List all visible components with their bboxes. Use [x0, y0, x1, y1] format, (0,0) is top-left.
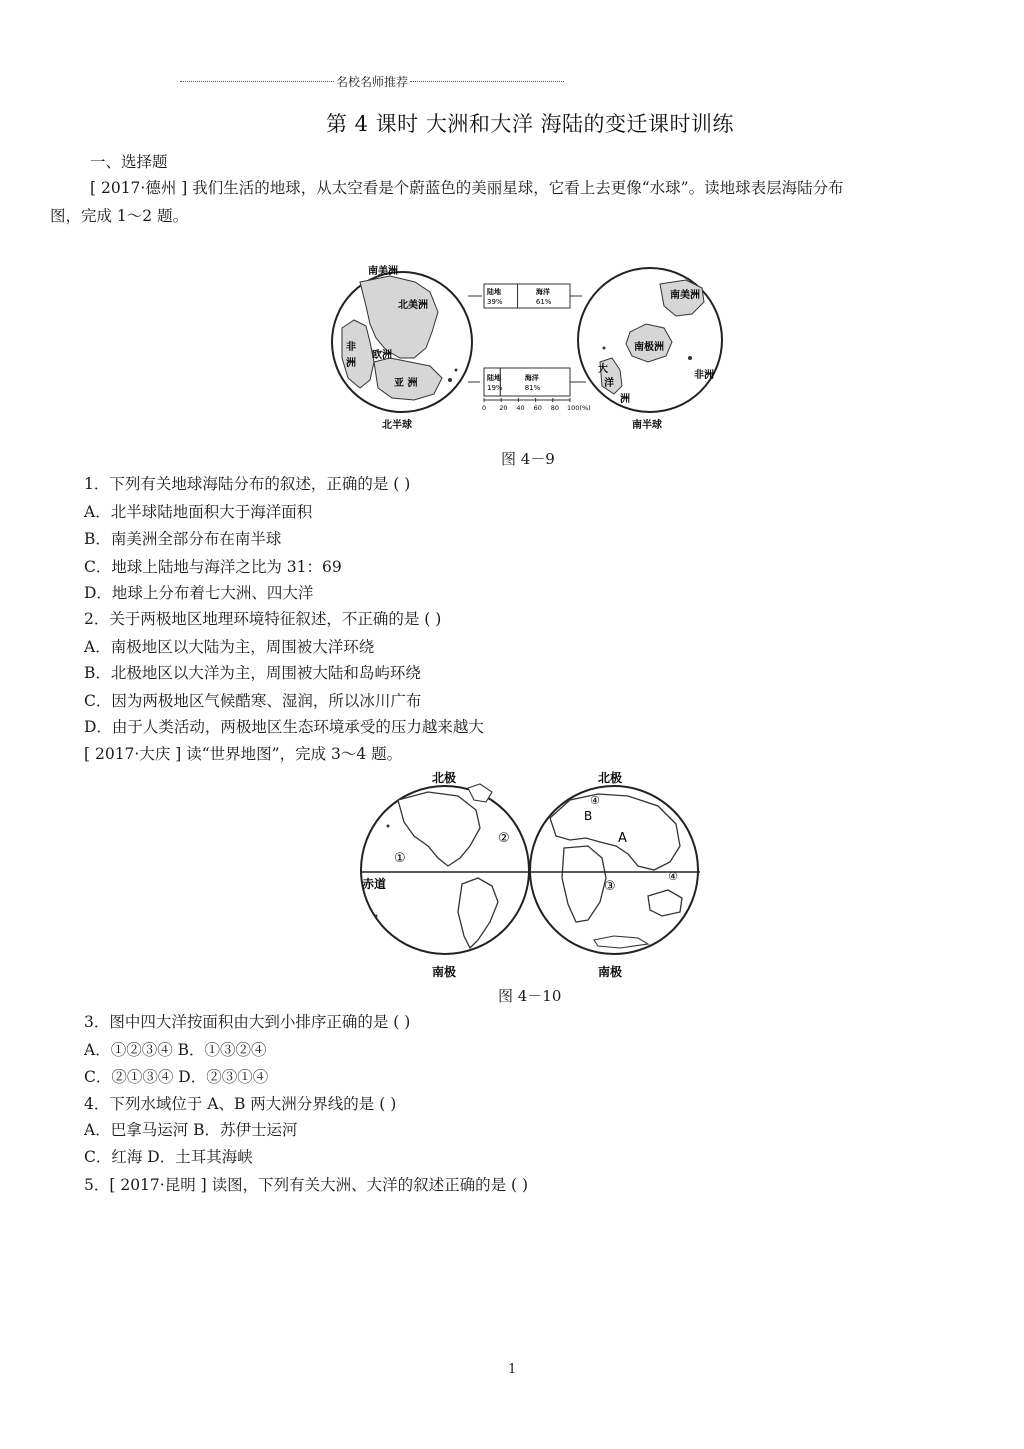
page-header: [180, 74, 564, 88]
north-pole-left: 北极: [432, 771, 457, 785]
south-label-antarctica: 南极洲: [634, 342, 664, 353]
intro2: [ 2017·大庆 ] 读“世界地图”，完成 3～4 题。: [84, 745, 403, 763]
q3-options-cd: C．②①③④ D．②③①④: [84, 1068, 269, 1086]
q1-option-d: D．地球上分布着七大洲、四大洋: [84, 584, 314, 602]
south-ocean-label: 海洋: [524, 374, 539, 382]
section-heading: 一、选择题: [90, 153, 168, 171]
axis-tick-label: 20: [499, 404, 508, 412]
marker-3: ③: [604, 879, 616, 894]
q2-stem: 2．关于两极地区地理环境特征叙述，不正确的是 ( ): [84, 610, 442, 628]
south-label-oceania-3: 洲: [620, 394, 630, 405]
north-label-south-america: 南美洲: [368, 266, 398, 277]
q5-stem: 5．[ 2017·昆明 ] 读图，下列有关大洲、大洋的叙述正确的是 ( ): [84, 1176, 529, 1194]
south-hemisphere: [578, 268, 722, 431]
south-label-south-america: 南美洲: [670, 290, 700, 301]
q4-stem: 4．下列水域位于 A、B 两大洲分界线的是 ( ): [84, 1095, 397, 1113]
q1-stem: 1．下列有关地球海陆分布的叙述，正确的是 ( ): [84, 475, 411, 493]
figure1-caption: 图 4－9: [501, 450, 555, 468]
north-label-africa-1: 非: [346, 342, 356, 353]
north-hemisphere-label: 北半球: [382, 420, 412, 431]
south-label-oceania-1: 大: [598, 364, 608, 375]
axis-tick-label: 0: [482, 404, 487, 412]
intro1-line2: 图，完成 1～2 题。: [50, 207, 189, 225]
q3-options-ab: A．①②③④ B．①③②④: [84, 1041, 267, 1059]
q2-option-d: D．由于人类活动，两极地区生态环境承受的压力越来越大: [84, 718, 484, 736]
south-pole-right: 南极: [598, 965, 623, 979]
page-number: 1: [508, 1362, 517, 1377]
axis-tick-label: 80: [550, 404, 560, 412]
marker-4: ④: [590, 794, 600, 807]
header-text: 名校名师推荐: [336, 74, 409, 89]
q1-option-b: B．南美洲全部分布在南半球: [84, 530, 282, 548]
western-hemisphere: [361, 784, 529, 954]
bar-axis: [482, 398, 591, 412]
marker-A: A: [618, 831, 627, 846]
south-pole-left: 南极: [432, 965, 457, 979]
marker-1: ①: [394, 851, 406, 866]
south-land-ocean-bar: [484, 368, 570, 396]
q1-option-a: A．北半球陆地面积大于海洋面积: [84, 503, 313, 521]
south-label-africa: 非洲: [694, 370, 714, 381]
figure2-caption: 图 4－10: [498, 987, 562, 1005]
q2-option-a: A．南极地区以大陆为主，周围被大洋环绕: [84, 638, 375, 656]
intro1-line1: [ 2017·德州 ] 我们生活的地球，从太空看是个蔚蓝色的美丽星球，它看上去更像“水球”。读地球表层海陆分布: [90, 179, 844, 197]
north-label-africa-2: 洲: [346, 358, 356, 369]
marker-4-east: ④: [668, 870, 678, 883]
north-land-ocean-bar: [484, 284, 570, 308]
q4-options-ab: A．巴拿马运河 B．苏伊士运河: [84, 1121, 298, 1139]
south-land-label: 陆地: [487, 374, 501, 382]
equator-label: 赤道: [362, 877, 387, 891]
north-land-pct: 39%: [487, 298, 503, 306]
q2-option-b: B．北极地区以大洋为主，周围被大陆和岛屿环绕: [84, 664, 421, 682]
q4-options-cd: C．红海 D．土耳其海峡: [84, 1148, 253, 1166]
figure-4-9: [330, 262, 730, 438]
q1-option-c: C．地球上陆地与海洋之比为 31：69: [84, 558, 342, 576]
q2-option-c: C．因为两极地区气候酷寒、湿润，所以冰川广布: [84, 692, 422, 710]
south-land-pct: 19%: [487, 384, 503, 392]
north-pole-right: 北极: [598, 771, 623, 785]
page-title: 第 4 课时 大洲和大洋 海陆的变迁课时训练: [325, 112, 735, 136]
south-label-oceania-2: 洋: [604, 378, 614, 389]
north-land-label: 陆地: [487, 288, 501, 296]
south-hemisphere-label: 南半球: [632, 420, 662, 431]
header-dots-left: [180, 81, 334, 82]
figure-4-10: [358, 766, 702, 980]
north-label-europe: 欧洲: [372, 350, 392, 361]
north-ocean-pct: 61%: [535, 298, 552, 306]
north-label-north-america: 北美洲: [398, 300, 428, 311]
axis-tick-label: 100(%): [567, 404, 591, 412]
header-dots-right: [410, 81, 564, 82]
marker-B: B: [584, 809, 593, 823]
marker-2: ②: [498, 831, 510, 846]
eastern-hemisphere: [530, 786, 698, 954]
south-ocean-pct: 81%: [524, 384, 541, 392]
north-ocean-label: 海洋: [535, 288, 550, 296]
axis-tick-label: 60: [533, 404, 542, 412]
north-label-asia: 亚 洲: [394, 378, 418, 389]
axis-tick-label: 40: [516, 404, 525, 412]
north-hemisphere: [332, 264, 472, 431]
q3-stem: 3．图中四大洋按面积由大到小排序正确的是 ( ): [84, 1013, 411, 1031]
